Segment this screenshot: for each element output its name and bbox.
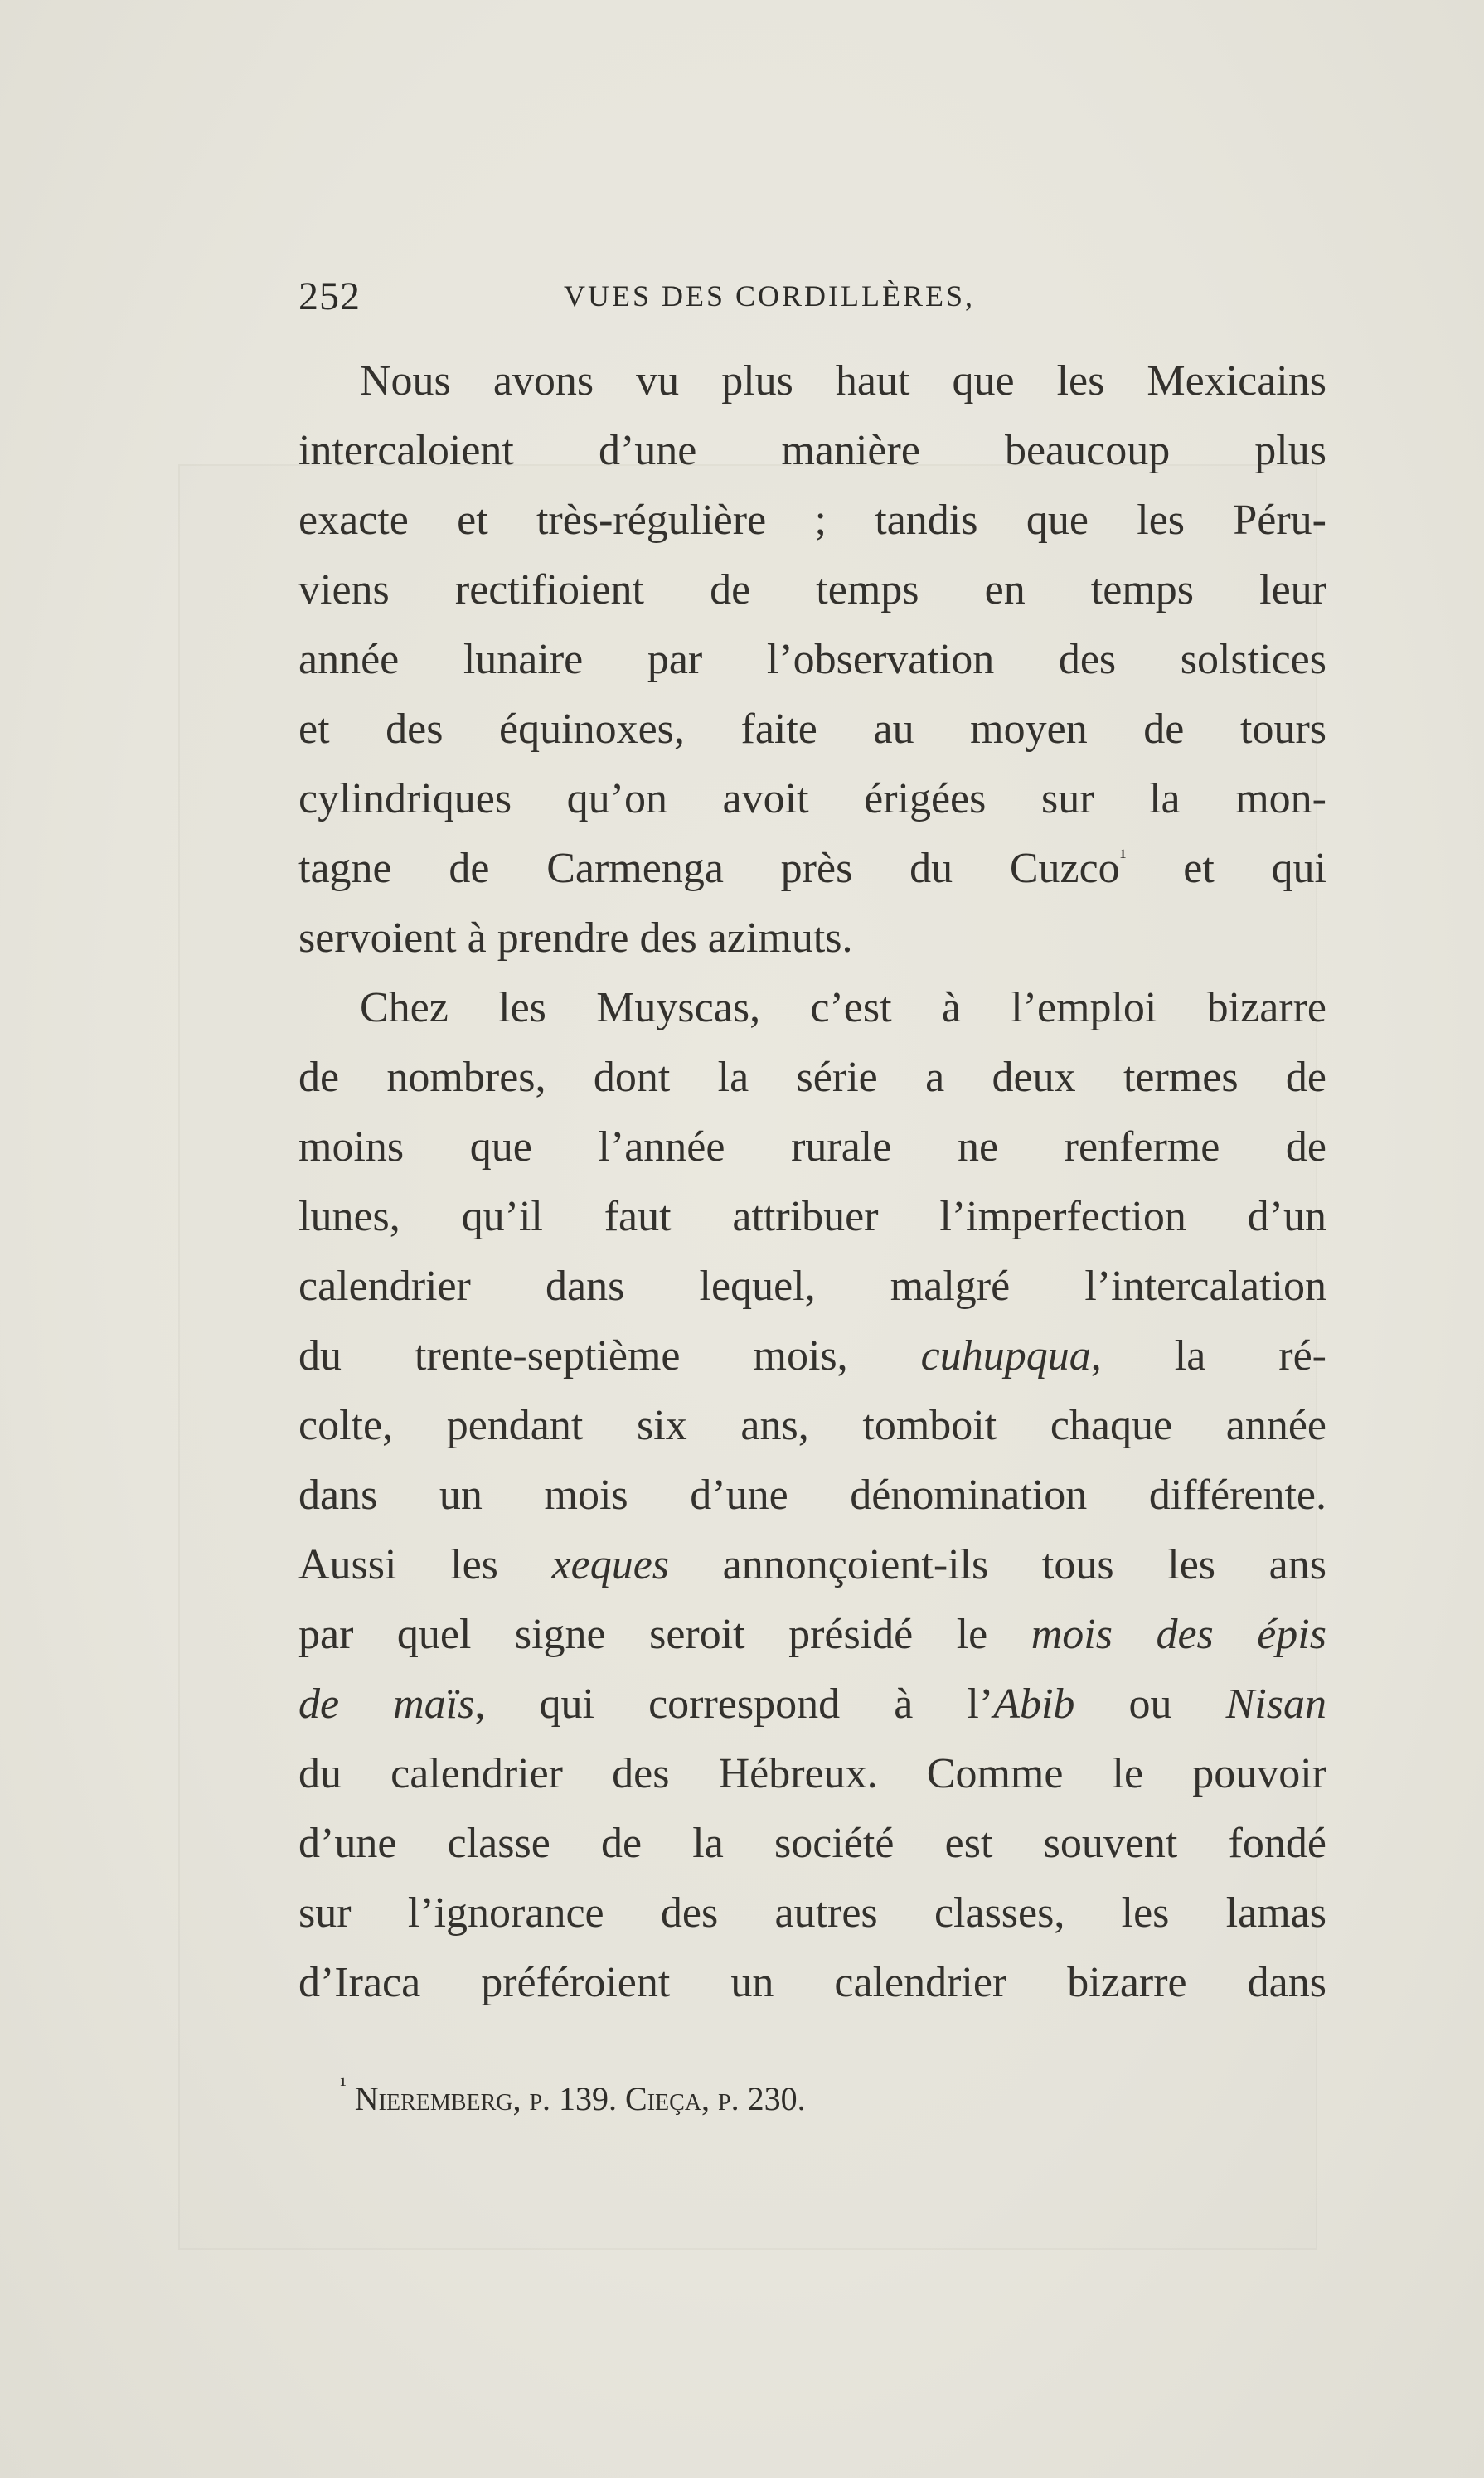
text-fragment: et qui: [1126, 845, 1326, 892]
text-line: exacte et très-régulière ; tandis que les Péru-: [298, 497, 1326, 544]
footnote: [340, 2073, 1293, 2118]
text-line: [298, 1600, 1326, 1670]
italic-term: de maïs: [298, 1680, 475, 1728]
text-line: colte, pendant six ans, tomboit chaque année: [298, 1402, 1326, 1449]
page-header: [298, 274, 1326, 332]
italic-term: Nisan: [1225, 1680, 1326, 1728]
text-fragment: , qui correspond à l’: [474, 1680, 994, 1728]
text-fragment: par quel signe seroit présidé le: [298, 1611, 1031, 1658]
italic-term: Abib: [993, 1680, 1075, 1728]
text-line: [298, 1670, 1326, 1739]
text-fragment: du trente-septième mois,: [298, 1332, 921, 1380]
footnote-reference: ¹: [1119, 845, 1127, 869]
text-line: et des équinoxes, faite au moyen de tours: [298, 706, 1326, 753]
text-line: [298, 834, 1326, 904]
italic-term: xeques: [551, 1541, 670, 1588]
text-line: calendrier dans lequel, malgré l’intercalation: [298, 1263, 1326, 1310]
text-fragment: ou: [1074, 1680, 1226, 1728]
text-line: viens rectifioient de temps en temps leur: [298, 566, 1326, 613]
text-fragment: annonçoient-ils tous les ans: [669, 1541, 1326, 1588]
text-line: Chez les Muyscas, c’est à l’emploi bizarre: [360, 984, 1326, 1031]
text-line: sur l’ignorance des autres classes, les lamas: [298, 1889, 1326, 1937]
italic-term: mois des épis: [1031, 1611, 1326, 1658]
text-line: dans un mois d’une dénomination différente.: [298, 1472, 1326, 1519]
text-fragment: , la ré-: [1090, 1332, 1326, 1380]
text-line: [298, 1530, 1326, 1600]
text-line: du calendrier des Hébreux. Comme le pouvoir: [298, 1750, 1326, 1797]
text-line: cylindriques qu’on avoit érigées sur la mon-: [298, 775, 1326, 822]
running-title: VUES DES CORDILLÈRES,: [564, 279, 976, 313]
text-line: année lunaire par l’observation des solstices: [298, 636, 1326, 683]
footnote-text: Nieremberg, p. 139. Cieça, p. 230.: [346, 2080, 806, 2117]
text-fragment: Aussi les: [298, 1541, 552, 1588]
text-fragment: tagne de Carmenga près du Cuzco: [298, 845, 1120, 892]
text-line: d’Iraca préféroient un calendrier bizarre dans: [298, 1959, 1326, 2006]
text-line: Nous avons vu plus haut que les Mexicains: [360, 357, 1326, 405]
italic-term: cuhupqua: [920, 1332, 1091, 1380]
body-text: [298, 347, 1326, 2018]
text-line: servoient à prendre des azimuts.: [298, 914, 853, 962]
page-number: 252: [298, 274, 361, 318]
text-line: moins que l’année rurale ne renferme de: [298, 1123, 1326, 1171]
text-line: d’une classe de la société est souvent fondé: [298, 1820, 1326, 1867]
text-line: [298, 1321, 1326, 1391]
text-line: lunes, qu’il faut attribuer l’imperfection d’un: [298, 1193, 1326, 1240]
text-line: intercaloient d’une manière beaucoup plus: [298, 427, 1326, 474]
footnote-marker: ¹: [340, 2073, 347, 2097]
text-line: de nombres, dont la série a deux termes de: [298, 1054, 1326, 1101]
